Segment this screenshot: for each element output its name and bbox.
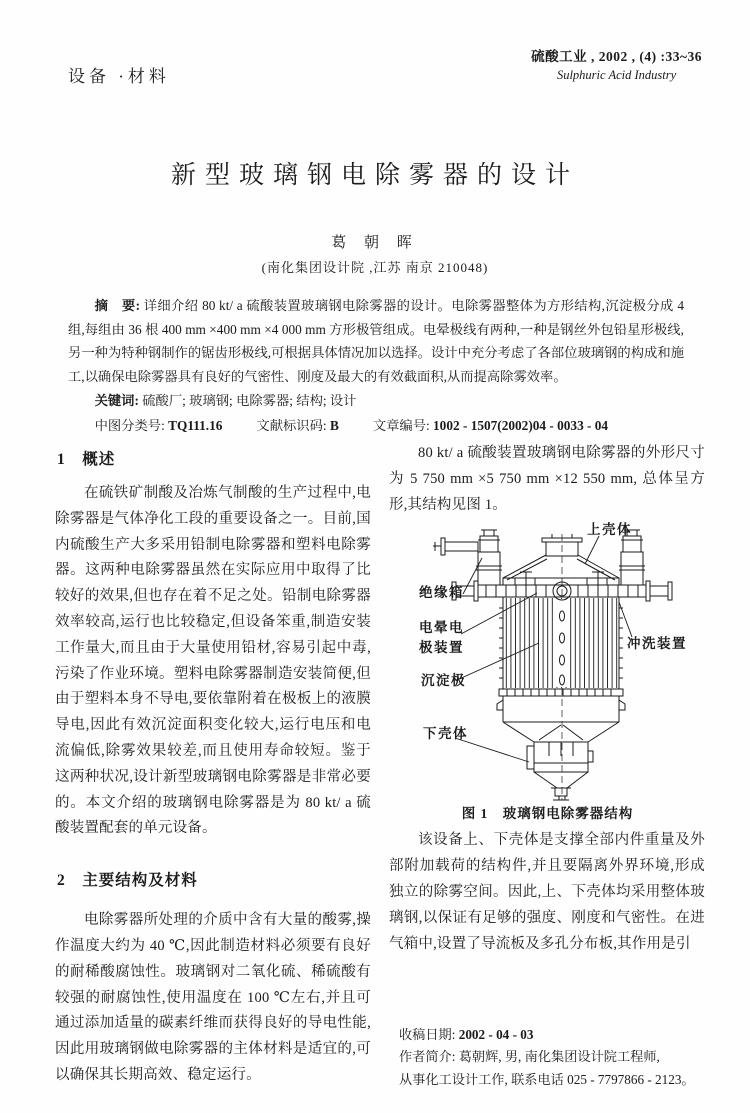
figure-label-flushing-device: 冲洗装置 (627, 636, 687, 652)
section-2-heading: 2 主要结构及材料 (57, 872, 198, 890)
left-column (55, 441, 371, 1091)
author-bio-label: 作者简介: (399, 1049, 456, 1064)
received-date-line (399, 1024, 705, 1047)
author-bio-line-2: 从事化工设计工作, 联系电话 025 - 7797866 - 2123。 (399, 1071, 695, 1087)
section-1-heading: 1 概述 (57, 451, 116, 468)
classification-line (68, 414, 684, 438)
abstract-text: 详细介绍 80 kt/ a 硫酸装置玻璃钢电除雾器的设计。电除雾器整体为方形结构,沉淀极分成 4 组,每组由 36 根 400 mm ×400 mm ×4 000 mm 方形极管组成。电晕极线有两种,一种是钢丝外包铅星形极线,另一种为特种钢制作的锯齿形极线,可根据具体情况加以选择。设计中充分考虑了各部位玻璃钢的构成和施工,以确保电除雾器具有良好的气密性、刚度及最大的有效截面积,从而提高除雾效率。 (68, 298, 684, 384)
right-column (389, 441, 705, 1091)
footnote-block (389, 1024, 705, 1092)
shell-description-paragraph: 该设备上、下壳体是支撑全部内件重量及外部附加载荷的结构件,并且要隔离外界环境,形成独立的除雾空间。因此,上、下壳体均采用整体玻璃钢,以保证有足够的强度、刚度和气密性。在进气箱中,设置了导流板及多孔分布板,其作用是引 (389, 832, 705, 952)
figure-label-upper-shell: 上壳体 (587, 522, 632, 538)
received-date-label: 收稿日期: (399, 1026, 456, 1042)
dimensions-paragraph: 80 kt/ a 硫酸装置玻璃钢电除雾器的外形尺寸为 5 750 mm ×5 750 mm ×12 550 mm, 总体呈方形,其结构见图 1。 (389, 445, 705, 513)
journal-name-english: Sulphuric Acid Industry (556, 68, 677, 82)
clc-label: 中图分类号: (94, 417, 165, 433)
figure-1-caption: 图 1 玻璃钢电除雾器结构 (461, 806, 634, 822)
article-id-value: 1002 - 1507(2002)04 - 0033 - 04 (433, 417, 609, 433)
doc-code-value: B (329, 417, 339, 433)
keywords-text: 硫酸厂; 玻璃钢; 电除雾器; 结构; 设计 (142, 393, 357, 409)
two-column-body (55, 441, 706, 1091)
figure-1 (389, 522, 706, 822)
section-1-paragraph: 在硫铁矿制酸及冶炼气制酸的生产过程中,电除雾器是气体净化工段的重要设备之一。目前,国内硫酸生产大多采用铅制电除雾器和塑料电除雾器。这两种电除雾器虽然在实际应用中取得了比较好的效果,但也存在着不足之处。铅制电除雾器效率较高,运行也比较稳定,但设备笨重,制造安装工作量大,而且由于大量使用铅材,容易引起中毒,污染了作业环境。塑料电除雾器制造安装简便,但由于塑料本身不导电,要依靠附着在极板上的液膜导电,因此有效沉淀面积变化较大,运行电压和电流偏低,除雾效果较差,而且使用寿命较短。鉴于这两种状况,设计新型玻璃钢电除雾器是非常必要的。本文介绍的玻璃钢电除雾器是为 80 kt/ a 硫酸装置配套的单元设备。 (55, 485, 371, 837)
article-id-label: 文章编号: (372, 417, 430, 433)
author-bio-text: 葛朝辉, 男, 南化集团设计院工程师, (458, 1049, 660, 1064)
figure-label-precipitation-electrode: 沉淀极 (421, 673, 466, 689)
abstract-label: 摘 要: (94, 298, 141, 313)
figure-label-corona-line1: 电晕电 (419, 620, 464, 636)
journal-citation: 硫酸工业 , 2002 , (4) :33~36 (531, 49, 702, 64)
author-affiliation: (南化集团设计院 ,江苏 南京 210048) (261, 260, 489, 275)
doc-code-label: 文献标识码: (256, 417, 327, 433)
figure-label-corona-electrode (419, 618, 464, 658)
clc-value: TQ111.16 (168, 417, 223, 433)
author-bio-line-1 (399, 1046, 705, 1069)
journal-header (531, 45, 702, 83)
demister-structure-drawing (389, 522, 706, 802)
front-matter (68, 294, 684, 438)
abstract-paragraph (68, 294, 684, 388)
figure-label-corona-line2: 极装置 (419, 640, 464, 656)
section-2-paragraph: 电除雾器所处理的介质中含有大量的酸雾,操作温度大约为 40 ℃,因此制造材料必须要有良好的耐稀酸腐蚀性。玻璃钢对二氧化硫、稀硫酸有较强的耐腐蚀性,使用温度在 100 ℃左右,并且可通过添加适量的碳素纤维而获得良好的导电性能,因此用玻璃钢做电除雾器的主体材料是适宜的,可以确保其长期高效、稳定运行。 (55, 912, 371, 1083)
author-name: 葛 朝 晖 (331, 235, 419, 251)
received-date-value: 2002 - 04 - 03 (458, 1026, 534, 1042)
figure-label-lower-shell: 下壳体 (423, 726, 468, 742)
column-section-label: 设备 ·材料 (68, 67, 170, 86)
keywords-label: 关键词: (94, 393, 139, 409)
paper-title: 新型玻璃钢电除雾器的设计 (170, 162, 579, 189)
keywords-line (68, 389, 684, 413)
figure-label-insulation-box: 绝缘箱 (419, 585, 464, 601)
